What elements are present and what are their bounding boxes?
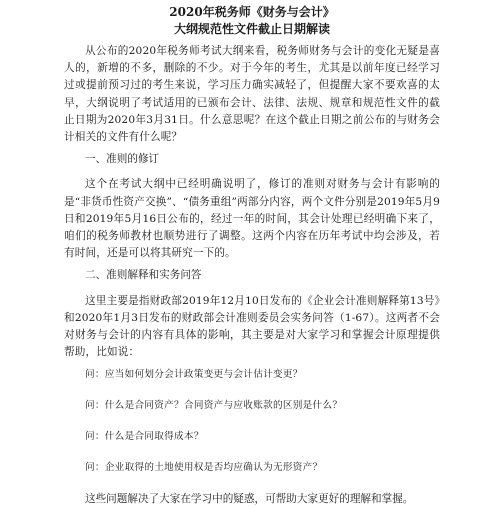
question-item: 问：什么是合同取得成本？ [85,431,204,443]
intro-paragraph: 从公布的2020年税务师考试大纲来看，税务师财务与会计的变化无疑是喜人的，新增的不多，删除的不少。对于今年的考生，尤其是以前年度已经学习过或提前预习过的考生来说，学习压力确实减轻了，但提醒大家不要欢喜的太早，大纲说明了考试适用的已颁布会计、法律、法规、规章和规范性文件的截止日期为2020年3月31日。什么意思呢？在这个截止日期之前公布的与财务会计相关的文件有什么呢？ [64,45,440,144]
section2-paragraph: 这里主要是指财政部2019年12月10日发布的《企业会计准则解释第13号》和2020年1月3日发布的财政部会计准则委员会实务问答（1-67）。这两者不会对财务与会计的内容有具体的影响，其主要是对大家学习和掌握会计原理提供帮助，比如说： [64,294,440,359]
closing-paragraph: 这些问题解决了大家在学习中的疑惑，可帮助大家更好的理解和掌握。 [85,493,414,506]
question-item: 问：企业取得的土地使用权是否均应确认为无形资产？ [85,462,323,474]
section1-paragraph: 这个在考试大纲中已经明确说明了，修订的准则对财务与会计有影响的是“非货币性资产交换”、“债务重组”两部分内容，两个文件分别是2019年5月9日和2019年5月16日公布的，经过一年的时间，其会计处理已经明确下来了，咱们的税务师教材也顺势进行了调整。这两个内容在历年考试中均会涉及，若有时间，还是可以将其研究一下的。 [64,178,440,260]
question-item: 问：应当如何划分会计政策变更与会计估计变更？ [85,369,303,381]
section1-heading: 一、准则的修订 [85,153,160,166]
document-title: 2020年税务师《财务与会计》 [169,5,335,19]
section2-heading: 二、准则解释和实务问答 [85,269,202,282]
document-subtitle: 大纲规范性文件截止日期解读 [173,22,330,36]
question-item: 问：什么是合同资产？合同资产与应收账款的区别是什么？ [85,400,343,412]
question-list [64,367,440,476]
